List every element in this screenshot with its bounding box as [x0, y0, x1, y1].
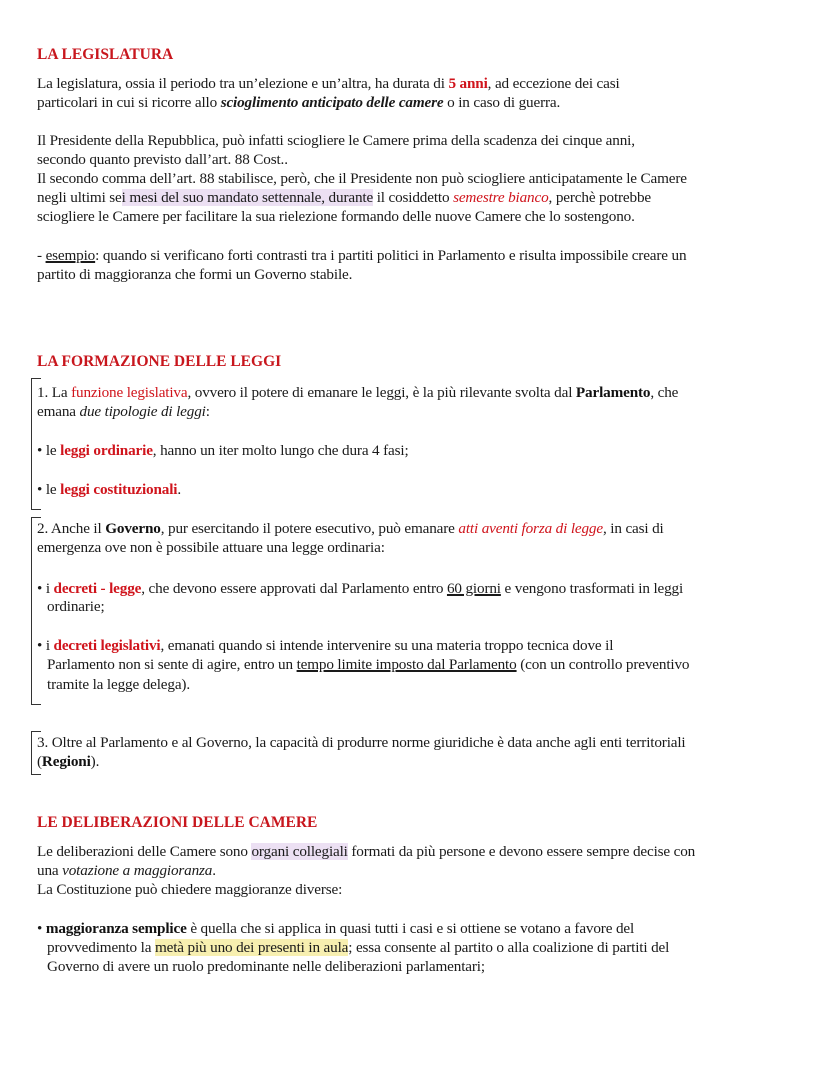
text: , ovvero il potere di emanare le leggi, è la più rilevante svolta dal	[187, 384, 576, 401]
list-item-continuation: ordinarie;	[47, 598, 105, 615]
underlined: tempo limite imposto dal Parlamento	[296, 656, 517, 673]
text: e vengono trasformati in leggi	[500, 580, 684, 597]
paragraph-line	[37, 383, 678, 403]
text: (con un controllo preventivo	[516, 656, 690, 673]
text: Parlamento non si sente di agire, entro un	[47, 656, 297, 673]
paragraph-line	[37, 519, 664, 539]
emphasis: Regioni	[41, 753, 91, 770]
emphasis: Parlamento	[575, 384, 651, 401]
emphasis: semestre bianco	[453, 189, 549, 206]
paragraph-line: secondo quanto previsto dall’art. 88 Cost..	[37, 151, 288, 168]
paragraph-line	[37, 752, 99, 772]
text: il cosiddetto	[373, 189, 454, 206]
text: , hanno un iter molto lungo che dura 4 fasi;	[152, 442, 409, 459]
underlined: esempio	[45, 247, 96, 264]
paragraph-line: partito di maggioranza che formi un Governo stabile.	[37, 266, 353, 283]
emphasis: atti aventi forza di legge	[458, 520, 603, 537]
text: , che	[650, 384, 679, 401]
text: , ad eccezione dei casi	[487, 75, 620, 92]
list-item	[37, 579, 683, 599]
text: è quella che si applica in quasi tutti i casi e si ottiene se votano a favore del	[186, 920, 635, 937]
text: La legislatura, ossia il periodo tra un’elezione e un’altra, ha durata di	[37, 75, 449, 92]
text: , perchè potrebbe	[548, 189, 651, 206]
emphasis: leggi ordinarie	[60, 442, 153, 459]
emphasis: decreti - legge	[53, 580, 142, 597]
underlined: 60 giorni	[446, 580, 501, 597]
text: :	[205, 403, 210, 420]
paragraph-line	[37, 842, 695, 862]
text: (	[37, 753, 42, 770]
paragraph-line: emergenza ove non è possibile attuare una legge ordinaria:	[37, 539, 385, 556]
text: -	[37, 247, 46, 264]
list-item-continuation: Governo di avere un ruolo predominante nelle deliberazioni parlamentari;	[47, 958, 485, 975]
paragraph-line: sciogliere le Camere per facilitare la sua rielezione formando delle nuove Camere che lo sostengono.	[37, 208, 635, 225]
paragraph-line: 3. Oltre al Parlamento e al Governo, la capacità di produrre norme giuridiche è data anche agli enti territoriali	[37, 734, 686, 751]
text: • le	[37, 481, 61, 498]
paragraph-line: Il secondo comma dell’art. 88 stabilisce, però, che il Presidente non può sciogliere anticipatamente le Camere	[37, 170, 687, 187]
paragraph-line	[37, 74, 620, 94]
paragraph-line: Il Presidente della Repubblica, può infatti sciogliere le Camere prima della scadenza dei cinque anni,	[37, 132, 635, 149]
highlight: organi collegiali	[251, 843, 348, 860]
emphasis: votazione a maggioranza	[62, 862, 213, 879]
section-heading-legislatura: LA LEGISLATURA	[37, 46, 174, 63]
emphasis: scioglimento anticipato delle camere	[220, 94, 444, 111]
emphasis: decreti legislativi	[53, 637, 161, 654]
section-heading-deliberazioni: LE DELIBERAZIONI DELLE CAMERE	[37, 814, 318, 831]
text: provvedimento la	[47, 939, 155, 956]
text: Le deliberazioni delle Camere sono	[37, 843, 252, 860]
text: • i	[37, 580, 54, 597]
paragraph-line: La Costituzione può chiedere maggioranze diverse:	[37, 881, 343, 898]
text: una	[37, 862, 63, 879]
emphasis: Governo	[105, 520, 161, 537]
paragraph-line	[37, 93, 560, 113]
text: ).	[90, 753, 100, 770]
list-item	[37, 636, 613, 656]
paragraph-line	[37, 402, 210, 422]
highlight: i mesi del suo mandato settennale, durante	[121, 189, 374, 206]
list-item-continuation	[47, 938, 669, 958]
text: , emanati quando si intende intervenire su una materia troppo tecnica dove il	[160, 637, 614, 654]
text: •	[37, 920, 46, 937]
text: .	[177, 481, 182, 498]
text: , che devono essere approvati dal Parlamento entro	[141, 580, 447, 597]
text: emana	[37, 403, 80, 420]
emphasis: due tipologie di leggi	[79, 403, 206, 420]
list-item	[37, 441, 409, 461]
emphasis: leggi costituzionali	[60, 481, 178, 498]
section-heading-formazione-leggi: LA FORMAZIONE DELLE LEGGI	[37, 353, 282, 370]
text: ; essa consente al partito o alla coalizione di partiti del	[348, 939, 670, 956]
paragraph-line	[37, 246, 686, 266]
text: negli ultimi se	[37, 189, 122, 206]
text: , pur esercitando il potere esecutivo, può emanare	[160, 520, 459, 537]
emphasis: funzione legislativa	[71, 384, 188, 401]
text: .	[212, 862, 216, 879]
list-item-continuation: tramite la legge delega).	[47, 676, 190, 693]
text: , in casi di	[602, 520, 664, 537]
text: • le	[37, 442, 61, 459]
emphasis: maggioranza semplice	[45, 920, 187, 937]
text: 1. La	[37, 384, 72, 401]
text: : quando si verificano forti contrasti tra i partiti politici in Parlamento e risulta impossibile creare un	[95, 247, 687, 264]
list-item-continuation	[47, 655, 689, 675]
paragraph-line	[37, 188, 651, 208]
text: 2. Anche il	[37, 520, 106, 537]
text: formati da più persone e devono essere sempre decise con	[347, 843, 696, 860]
list-item	[37, 480, 181, 500]
text: • i	[37, 637, 54, 654]
list-item	[37, 919, 634, 939]
emphasis: 5 anni	[448, 75, 488, 92]
paragraph-line	[37, 861, 216, 881]
text: o in caso di guerra.	[443, 94, 561, 111]
text: particolari in cui si ricorre allo	[37, 94, 221, 111]
highlight: metà più uno dei presenti in aula	[154, 939, 349, 956]
